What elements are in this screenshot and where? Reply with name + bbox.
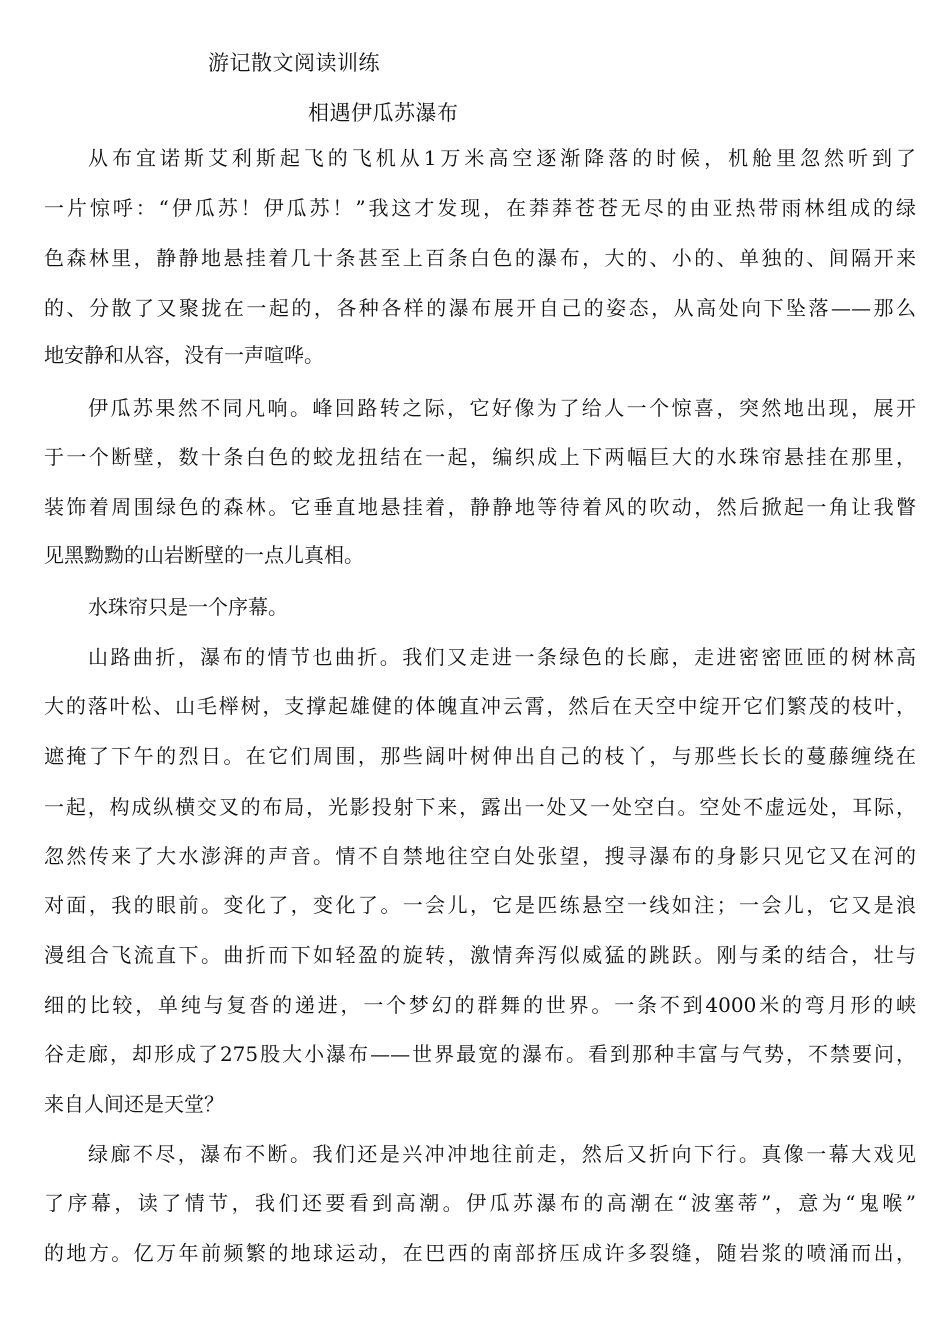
text-line: 色森林里，静静地悬挂着几十条甚至上百条白色的瀑布，大的、小的、单独的、间隔开来 bbox=[44, 246, 916, 270]
text-line: 地安静和从容，没有一声喧哗。 bbox=[44, 343, 324, 367]
text-line: 来自人间还是天堂？ bbox=[44, 1092, 224, 1116]
document-title: 游记散文阅读训练 bbox=[208, 51, 380, 75]
text-line: 山路曲折，瀑布的情节也曲折。我们又走进一条绿色的长廊，走进密密匝匝的树林高 bbox=[88, 645, 916, 669]
text-line: 伊瓜苏果然不同凡响。峰回路转之际，它好像为了给人一个惊喜，突然地出现，展开 bbox=[88, 396, 916, 420]
text-line: 从布宜诺斯艾利斯起飞的飞机从1万米高空逐渐降落的时候，机舱里忽然听到了 bbox=[88, 146, 916, 170]
text-line: 谷走廊，却形成了275股大小瀑布——世界最宽的瀑布。看到那种丰富与气势，不禁要问， bbox=[44, 1042, 916, 1066]
text-line: 绿廊不尽，瀑布不断。我们还是兴冲冲地往前走，然后又折向下行。真像一幕大戏见 bbox=[88, 1142, 916, 1166]
text-line: 漫组合飞流直下。曲折而下如轻盈的旋转，激情奔泻似威猛的跳跃。刚与柔的结合，壮与 bbox=[44, 943, 916, 967]
text-line: 细的比较，单纯与复沓的递进，一个梦幻的群舞的世界。一条不到4000米的弯月形的峡 bbox=[44, 993, 916, 1017]
article-title: 相遇伊瓜苏瀑布 bbox=[308, 101, 459, 125]
text-line: 忽然传来了大水澎湃的声音。情不自禁地往空白处张望，搜寻瀑布的身影只见它又在河的 bbox=[44, 844, 916, 868]
text-line: 大的落叶松、山毛榉树，支撑起雄健的体魄直冲云霄，然后在天空中绽开它们繁茂的枝叶， bbox=[44, 694, 916, 718]
text-line: 的、分散了又聚拢在一起的，各种各样的瀑布展开自己的姿态，从高处向下坠落——那么 bbox=[44, 296, 916, 320]
text-line: 一起，构成纵横交叉的布局，光影投射下来，露出一处又一处空白。空处不虚远处，耳际， bbox=[44, 795, 916, 819]
text-line: 遮掩了下午的烈日。在它们周围，那些阔叶树伸出自己的枝丫，与那些长长的蔓藤缠绕在 bbox=[44, 744, 916, 768]
text-line: 的地方。亿万年前频繁的地球运动，在巴西的南部挤压成许多裂缝，随岩浆的喷涌而出， bbox=[44, 1241, 916, 1265]
text-line: 对面，我的眼前。变化了，变化了。一会儿，它是匹练悬空一线如注；一会儿，它又是浪 bbox=[44, 893, 916, 917]
text-line: 水珠帘只是一个序幕。 bbox=[88, 595, 288, 619]
text-line: 一片惊呼：“伊瓜苏！伊瓜苏！”我这才发现，在莽莽苍苍无尽的由亚热带雨林组成的绿 bbox=[44, 196, 916, 220]
text-line: 装饰着周围绿色的森林。它垂直地悬挂着，静静地等待着风的吹动，然后掀起一角让我瞥 bbox=[44, 495, 916, 519]
text-line: 于一个断壁，数十条白色的蛟龙扭结在一起，编织成上下两幅巨大的水珠帘悬挂在那里， bbox=[44, 445, 916, 469]
text-line: 见黑黝黝的山岩断壁的一点儿真相。 bbox=[44, 543, 364, 567]
text-line: 了序幕，读了情节，我们还要看到高潮。伊瓜苏瀑布的高潮在“波塞蒂”，意为“鬼喉” bbox=[44, 1191, 916, 1215]
